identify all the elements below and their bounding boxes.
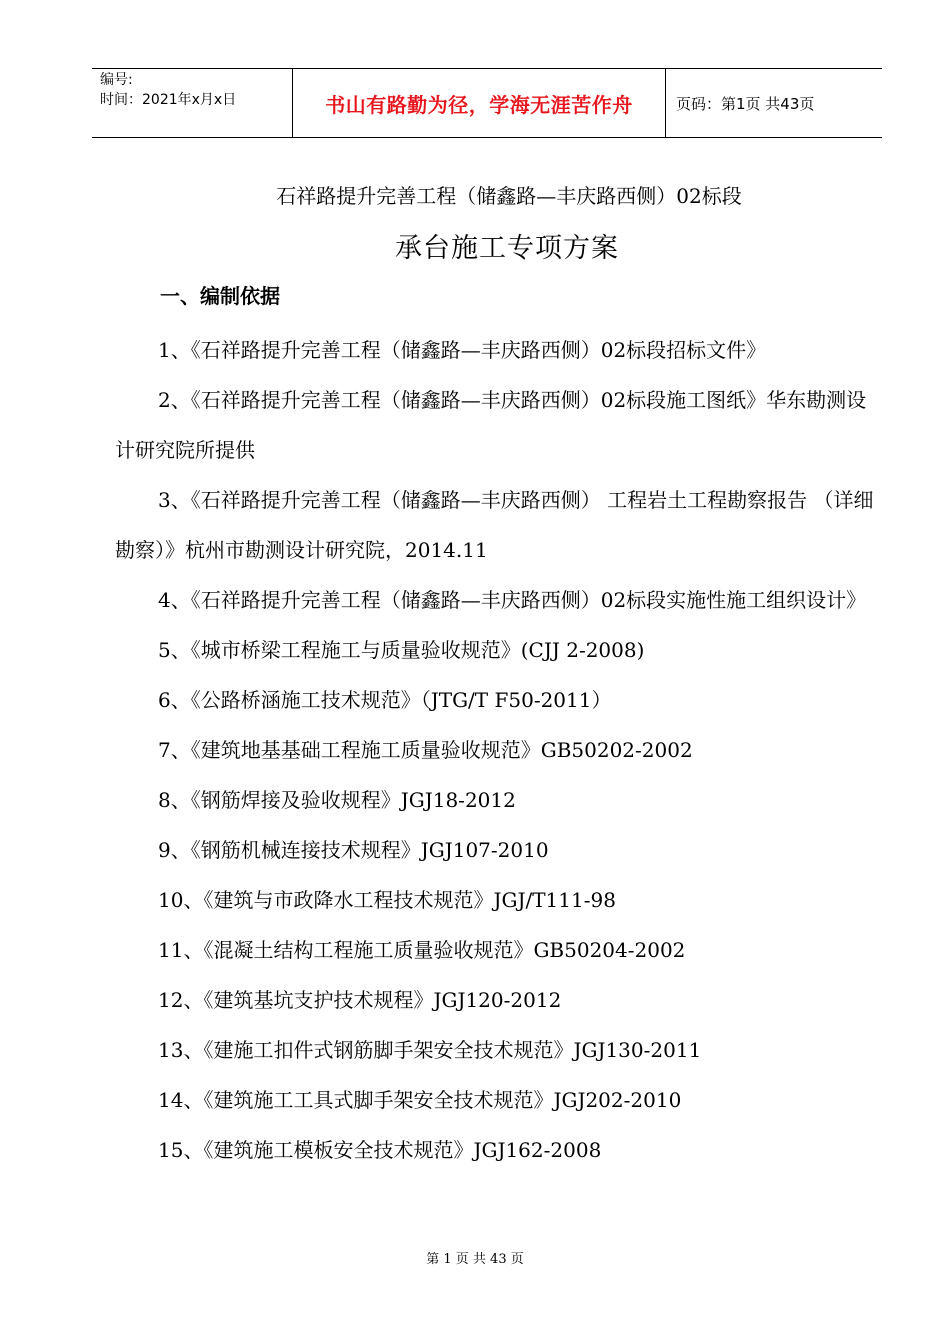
time-label: 时间：2021年x月x日 <box>100 92 237 108</box>
reference-item: 13、《建施工扣件式钢筋脚手架安全技术规范》JGJ130-2011 <box>158 1038 702 1062</box>
document-title: 承台施工专项方案 <box>395 233 619 264</box>
reference-item: 15、《建筑施工模板安全技术规范》JGJ162-2008 <box>158 1138 602 1162</box>
section-heading: 一、编制依据 <box>160 284 280 308</box>
reference-list <box>115 325 875 1175</box>
reference-item: 3、《石祥路提升完善工程（储鑫路—丰庆路西侧） 工程岩土工程勘察报告 （详细勘察）》杭州市勘测设计研究院，2014.11 <box>115 488 874 562</box>
header-page-cell <box>666 69 882 137</box>
page-code: 页码：第1页 共43页 <box>676 94 815 113</box>
page-footer: 第 1 页 共 43 页 <box>426 1252 524 1267</box>
reference-item: 14、《建筑施工工具式脚手架安全技术规范》JGJ202-2010 <box>158 1088 682 1112</box>
reference-item: 9、《钢筋机械连接技术规程》JGJ107-2010 <box>158 838 549 862</box>
header-meta-cell <box>92 69 293 137</box>
number-label: 编号: <box>100 72 133 88</box>
reference-item: 6、《公路桥涵施工技术规范》（JTG/T F50-2011） <box>158 688 612 712</box>
reference-item: 11、《混凝土结构工程施工质量验收规范》GB50204-2002 <box>158 938 686 962</box>
header-motto-cell <box>293 69 666 137</box>
reference-item: 4、《石祥路提升完善工程（储鑫路—丰庆路西侧）02标段实施性施工组织设计》 <box>158 588 867 612</box>
reference-item: 8、《钢筋焊接及验收规程》JGJ18-2012 <box>158 788 516 812</box>
motto-text: 书山有路勤为径，学海无涯苦作舟 <box>325 92 633 117</box>
reference-item: 7、《建筑地基基础工程施工质量验收规范》GB50202-2002 <box>158 738 693 762</box>
document-subtitle: 石祥路提升完善工程（储鑫路—丰庆路西侧）02标段 <box>276 184 742 208</box>
reference-item: 1、《石祥路提升完善工程（储鑫路—丰庆路西侧）02标段招标文件》 <box>158 338 767 362</box>
reference-item: 2、《石祥路提升完善工程（储鑫路—丰庆路西侧）02标段施工图纸》华东勘测设计研究院所提供 <box>115 388 867 462</box>
reference-item: 12、《建筑基坑支护技术规程》JGJ120-2012 <box>158 988 562 1012</box>
reference-item: 10、《建筑与市政降水工程技术规范》JGJ/T111-98 <box>158 888 616 912</box>
header-table <box>92 68 882 138</box>
reference-item: 5、《城市桥梁工程施工与质量验收规范》(CJJ 2-2008) <box>158 638 645 662</box>
